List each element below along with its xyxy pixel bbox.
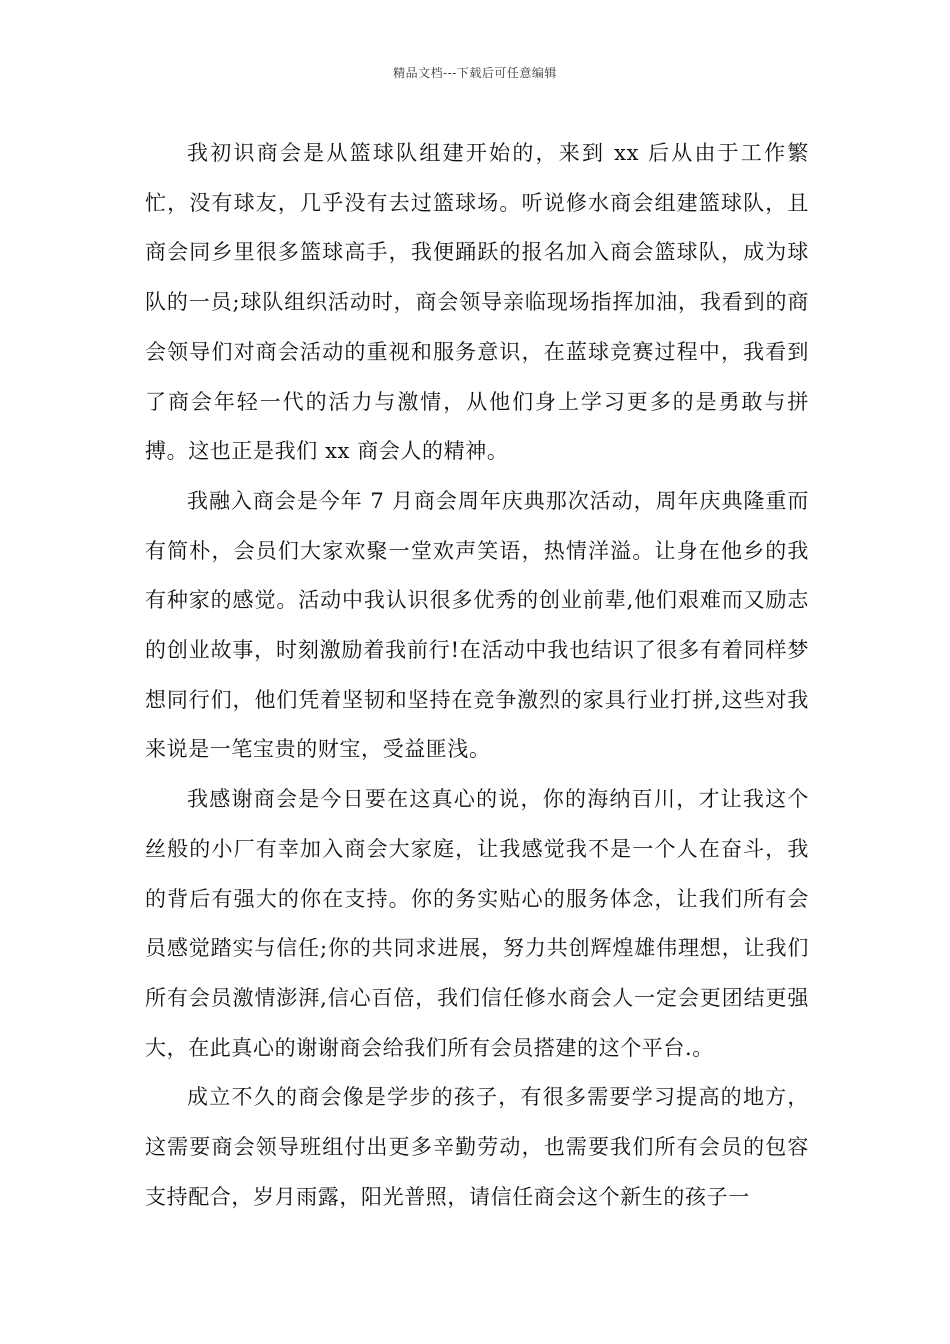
paragraph-4: 成立不久的商会像是学步的孩子，有很多需要学习提高的地方，这需要商会领导班组付出更多辛勤劳动，也需要我们所有会员的包容支持配合，岁月雨露，阳光普照，请信任商会这个新生的孩子一	[145, 1085, 809, 1209]
page-header: 精品文档---下载后可任意编辑	[393, 66, 557, 80]
paragraph-1: 我初识商会是从篮球队组建开始的，来到 xx 后从由于工作繁忙，没有球友，几乎没有去过篮球场。听说修水商会组建篮球队，且商会同乡里很多篮球高手，我便踊跃的报名加入商会篮球队，成为球队的一员;球队组织活动时，商会领导亲临现场指挥加油，我看到的商会领导们对商会活动的重视和服务意识，在蓝球竞赛过程中，我看到了商会年轻一代的活力与激情，从他们身上学习更多的是勇敢与拼搏。这也正是我们 xx 商会人的精神。	[145, 141, 809, 464]
paragraph-3: 我感谢商会是今日要在这真心的说，你的海纳百川，才让我这个丝般的小厂有幸加入商会大家庭，让我感觉我不是一个人在奋斗，我的背后有强大的你在支持。你的务实贴心的服务体念，让我们所有会员感觉踏实与信任;你的共同求进展，努力共创辉煌雄伟理想，让我们所有会员激情澎湃,信心百倍，我们信任修水商会人一定会更团结更强大，在此真心的谢谢商会给我们所有会员搭建的这个平台.。	[145, 787, 809, 1060]
document-body	[145, 129, 809, 1222]
paragraph-2: 我融入商会是今年 7 月商会周年庆典那次活动，周年庆典隆重而有简朴，会员们大家欢聚一堂欢声笑语，热情洋溢。让身在他乡的我有种家的感觉。活动中我认识很多优秀的创业前辈,他们艰难而又励志的创业故事，时刻激励着我前行!在活动中我也结识了很多有着同样梦想同行们，他们凭着坚韧和坚持在竞争激烈的家具行业打拼,这些对我来说是一笔宝贵的财宝，受益匪浅。	[145, 488, 809, 762]
